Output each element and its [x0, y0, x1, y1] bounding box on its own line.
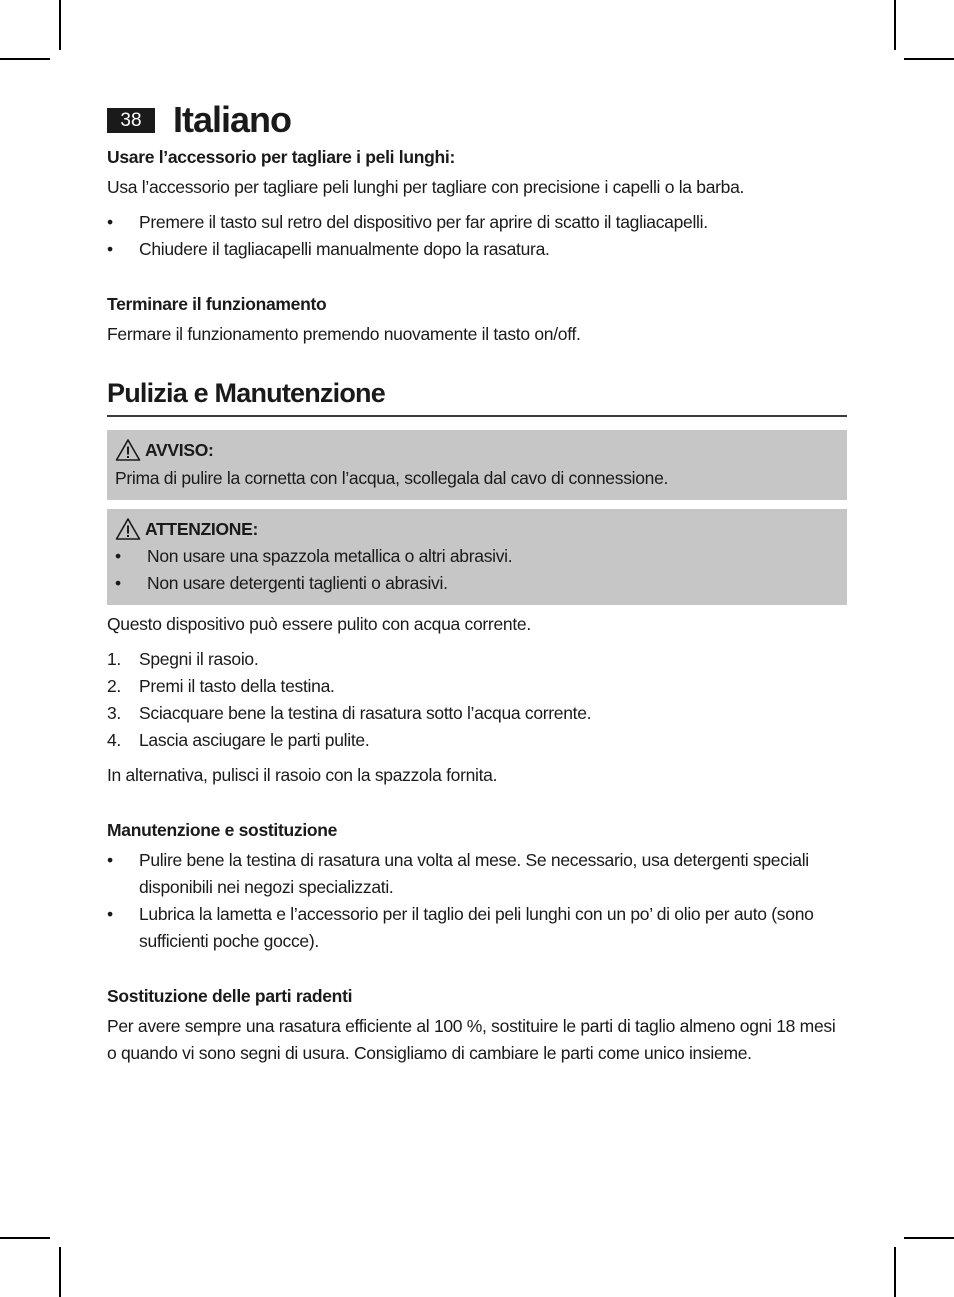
step-number: 2.: [107, 676, 121, 696]
caution-title: ATTENZIONE:: [115, 517, 839, 541]
crop-mark: [59, 0, 61, 50]
cleaning-alternative: In alternativa, pulisci il rasoio con la spazzola fornita.: [107, 765, 498, 785]
replacement-text: Per avere sempre una rasatura efficiente al 100 %, sostituire le parti di taglio almeno ogni 18 mesi o quando vi sono segni di usura. Consigliamo di cambiare le parti come unico insieme.: [107, 1016, 836, 1063]
list-item: 1. Spegni il rasoio.: [107, 646, 847, 673]
replacement-heading: Sostituzione delle parti radenti: [107, 986, 353, 1006]
bullet: •: [107, 212, 113, 232]
stop-section: [107, 293, 847, 348]
page-number: 38: [107, 108, 155, 133]
crop-mark: [904, 58, 954, 60]
replacement-section: [107, 985, 847, 1067]
cleaning-title: Pulizia e Manutenzione: [107, 378, 847, 417]
maintenance-heading: Manutenzione e sostituzione: [107, 820, 338, 840]
list-item: 4. Lascia asciugare le parti pulite.: [107, 727, 847, 754]
crop-mark: [59, 1247, 61, 1297]
page-content: [107, 100, 847, 1067]
warning-triangle-icon: [115, 438, 141, 462]
crop-mark: [894, 1247, 896, 1297]
stop-text: Fermare il funzionamento premendo nuovamente il tasto on/off.: [107, 324, 581, 344]
bullet: •: [115, 546, 121, 566]
bullet: •: [115, 573, 121, 593]
warning-triangle-icon: [115, 517, 141, 541]
page-language-title: Italiano: [173, 99, 292, 140]
maintenance-section: [107, 819, 847, 955]
caution-list: [115, 543, 839, 597]
caution-box: [107, 509, 847, 605]
crop-mark: [904, 1237, 954, 1239]
step-number: 4.: [107, 730, 121, 750]
maintenance-list: [107, 847, 847, 955]
cleaning-steps: [107, 646, 847, 754]
page-header: [107, 100, 847, 140]
step-number: 3.: [107, 703, 121, 723]
list-item: • Premere il tasto sul retro del dispositivo per far aprire di scatto il tagliacapelli.: [107, 209, 847, 236]
long-hair-section: [107, 146, 847, 263]
list-item: • Chiudere il tagliacapelli manualmente dopo la rasatura.: [107, 236, 847, 263]
bullet: •: [107, 239, 113, 259]
crop-mark: [0, 1237, 50, 1239]
stop-heading: Terminare il funzionamento: [107, 294, 327, 314]
list-item: • Non usare detergenti taglienti o abrasivi.: [115, 570, 839, 597]
warning-title: AVVISO:: [115, 438, 839, 462]
warning-text: Prima di pulire la cornetta con l’acqua, scollegala dal cavo di connessione.: [115, 468, 669, 488]
long-hair-list: [107, 209, 847, 263]
crop-mark: [894, 0, 896, 50]
cleaning-intro: Questo dispositivo può essere pulito con acqua corrente.: [107, 614, 531, 634]
bullet: •: [107, 850, 113, 870]
list-item: 3. Sciacquare bene la testina di rasatura sotto l’acqua corrente.: [107, 700, 847, 727]
list-item: • Non usare una spazzola metallica o altri abrasivi.: [115, 543, 839, 570]
list-item: • Lubrica la lametta e l’accessorio per il taglio dei peli lunghi con un po’ di olio per auto (sono sufficienti poche gocce).: [107, 901, 847, 955]
warning-box: [107, 430, 847, 500]
bullet: •: [107, 904, 113, 924]
long-hair-heading: Usare l’accessorio per tagliare i peli lunghi:: [107, 147, 455, 167]
long-hair-intro: Usa l’accessorio per tagliare peli lunghi per tagliare con precisione i capelli o la barba.: [107, 177, 745, 197]
crop-mark: [0, 58, 50, 60]
list-item: • Pulire bene la testina di rasatura una volta al mese. Se necessario, usa detergenti speciali disponibili nei negozi specializzati.: [107, 847, 847, 901]
step-number: 1.: [107, 649, 121, 669]
list-item: 2. Premi il tasto della testina.: [107, 673, 847, 700]
